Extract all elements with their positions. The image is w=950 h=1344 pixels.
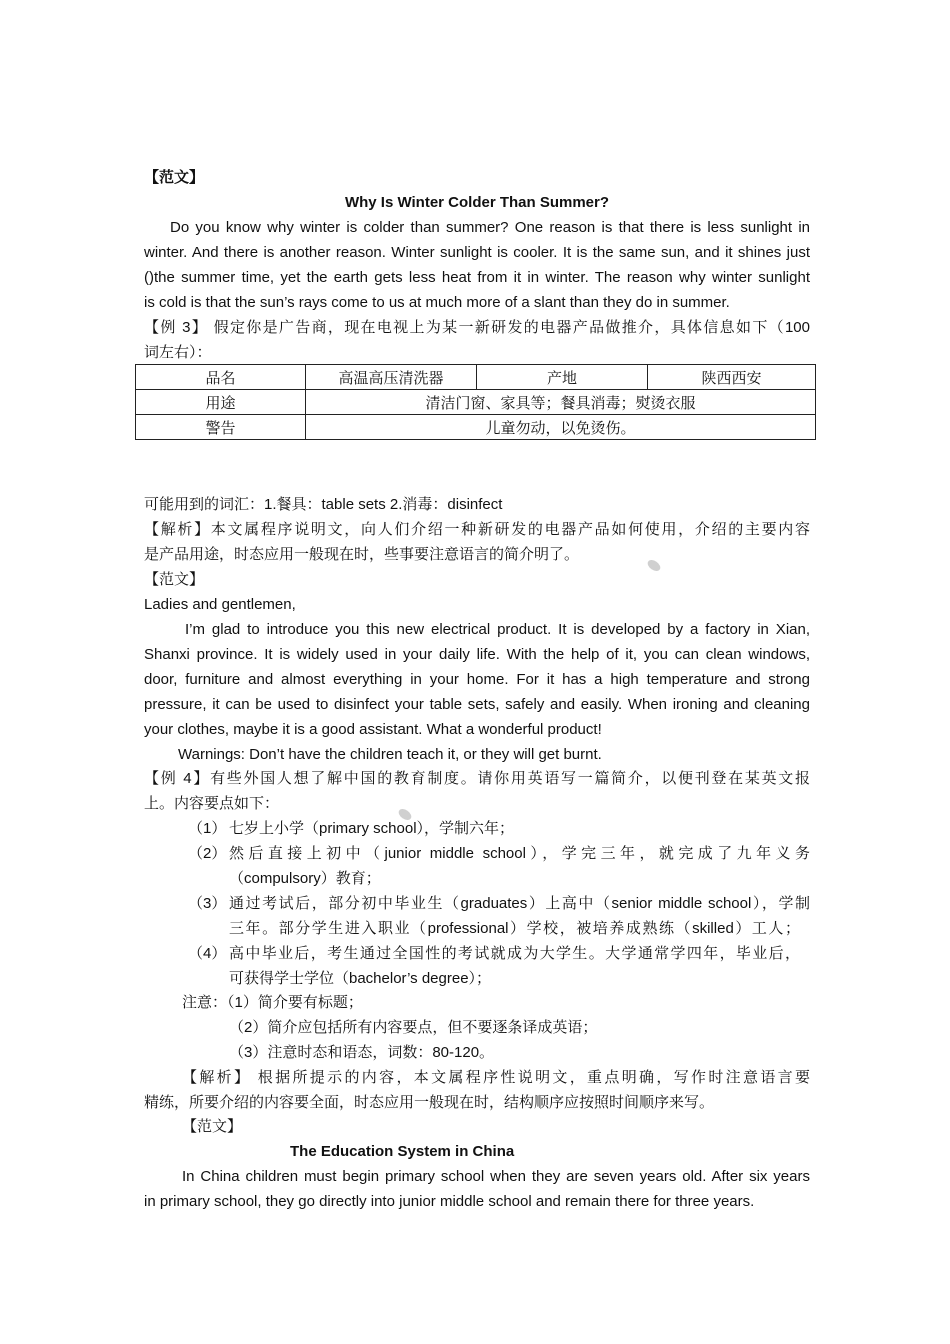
- analysis4-line-2: 精练，所要介绍的内容要全面，时态应用一般现在时，结构顺序应按照时间顺序来写。: [144, 1094, 715, 1111]
- table-row: [136, 390, 816, 415]
- essay3-line-1: In China children must begin primary school when they are seven years old. After six years: [182, 1168, 810, 1185]
- point-number: （4）: [188, 945, 227, 962]
- essay2-line-4: pressure, it can be used to disinfect your table sets, safely and easily. When ironing and cleaning: [144, 696, 810, 713]
- table-cell: 清洁门窗、家具等；餐具消毒；熨烫衣服: [306, 390, 816, 415]
- point-4-line-1: 高中毕业后，考生通过全国性的考试就成为大学生。大学通常学四年，毕业后，: [229, 945, 800, 962]
- greeting-line: Ladies and gentlemen,: [144, 596, 296, 613]
- notes-line-1: 注意：（1）简介要有标题；: [182, 994, 363, 1011]
- notes-line-3: （3）注意时态和语态，词数：80-120。: [229, 1044, 495, 1061]
- essay1-line-4: is cold is that the sun’s rays come to us at much more of a slant than they do in summer.: [144, 294, 730, 311]
- table-row: [136, 415, 816, 440]
- essay2-line-1: I’m glad to introduce you this new electrical product. It is developed by a factory in Xian,: [185, 621, 810, 638]
- table-cell: 用途: [136, 390, 306, 415]
- essay-title-winter: Why Is Winter Colder Than Summer?: [344, 194, 610, 211]
- point-2-line-2: （compulsory）教育；: [229, 870, 381, 887]
- essay3-line-2: in primary school, they go directly into junior middle school and remain there for three years.: [144, 1193, 755, 1210]
- point-number: （3）: [188, 895, 227, 912]
- warnings-line: Warnings: Don’t have the children teach it, or they will get burnt.: [178, 746, 602, 763]
- essay-title-education: The Education System in China: [290, 1143, 515, 1160]
- analysis4-line-1: 【解析】 根据所提示的内容，本文属程序性说明文，重点明确，写作时注意语言要: [182, 1069, 810, 1086]
- essay2-line-5: your clothes, maybe it is a good assistant. What a wonderful product!: [144, 721, 602, 738]
- analysis3-line-2: 是产品用途，时态应用一般现在时，些事要注意语言的简介明了。: [144, 546, 580, 563]
- model-essay-heading-1: 【范文】: [144, 169, 205, 186]
- table-cell: 产地: [477, 365, 648, 390]
- point-1-line-1: 七岁上小学（primary school），学制六年；: [229, 820, 515, 837]
- table-cell: 儿童勿动，以免烫伤。: [306, 415, 816, 440]
- example4-line-2: 上。内容要点如下：: [144, 795, 280, 812]
- analysis3-line-1: 【解析】本文属程序说明文，向人们介绍一种新研发的电器产品如何使用，介绍的主要内容: [144, 521, 810, 538]
- essay1-line-3: ()the summer time, yet the earth gets less heat from it in winter. The reason why winter sunlight: [144, 269, 810, 286]
- table-cell: 警告: [136, 415, 306, 440]
- model-essay-heading-3: 【范文】: [182, 1118, 243, 1135]
- example4-line-1: 【例 4】有些外国人想了解中国的教育制度。请你用英语写一篇简介，以便刊登在某英文报: [144, 770, 810, 787]
- essay2-line-2: Shanxi province. It is widely used in your daily life. With the help of it, you can clean windows,: [144, 646, 810, 663]
- example3-line-2: 词左右）：: [144, 344, 212, 361]
- vocabulary-line: 可能用到的词汇：1.餐具：table sets 2.消毒：disinfect: [144, 496, 503, 513]
- point-3-line-1: 通过考试后，部分初中毕业生（graduates）上高中（senior middle school），学制: [229, 895, 810, 912]
- point-3-line-2: 三年。部分学生进入职业（professional）学校，被培养成熟练（skilled）工人；: [229, 920, 800, 937]
- example3-line-1: 【例 3】 假定你是广告商，现在电视上为某一新研发的电器产品做推介，具体信息如下（100: [144, 319, 810, 336]
- essay1-line-2: winter. And there is another reason. Winter sunlight is cooler. It is the same sun, and it shines just: [144, 244, 810, 261]
- table-cell: 陕西西安: [648, 365, 816, 390]
- point-2-line-1: 然后直接上初中（junior middle school），学完三年，就完成了九年义务: [229, 845, 810, 862]
- model-essay-heading-2: 【范文】: [144, 571, 205, 588]
- table-row: [136, 365, 816, 390]
- product-info-table: [135, 364, 816, 440]
- table-cell: 高温高压清洗器: [306, 365, 477, 390]
- point-number: （2）: [188, 845, 227, 862]
- essay1-line-1: Do you know why winter is colder than summer? One reason is that there is less sunlight in: [170, 219, 810, 236]
- point-4-line-2: 可获得学士学位（bachelor’s degree）；: [229, 970, 492, 987]
- table-cell: 品名: [136, 365, 306, 390]
- notes-line-2: （2）简介应包括所有内容要点，但不要逐条译成英语；: [229, 1019, 598, 1036]
- point-number: （1）: [188, 820, 227, 837]
- essay2-line-3: door, furniture and almost everything in your home. For it has a high temperature and strong: [144, 671, 810, 688]
